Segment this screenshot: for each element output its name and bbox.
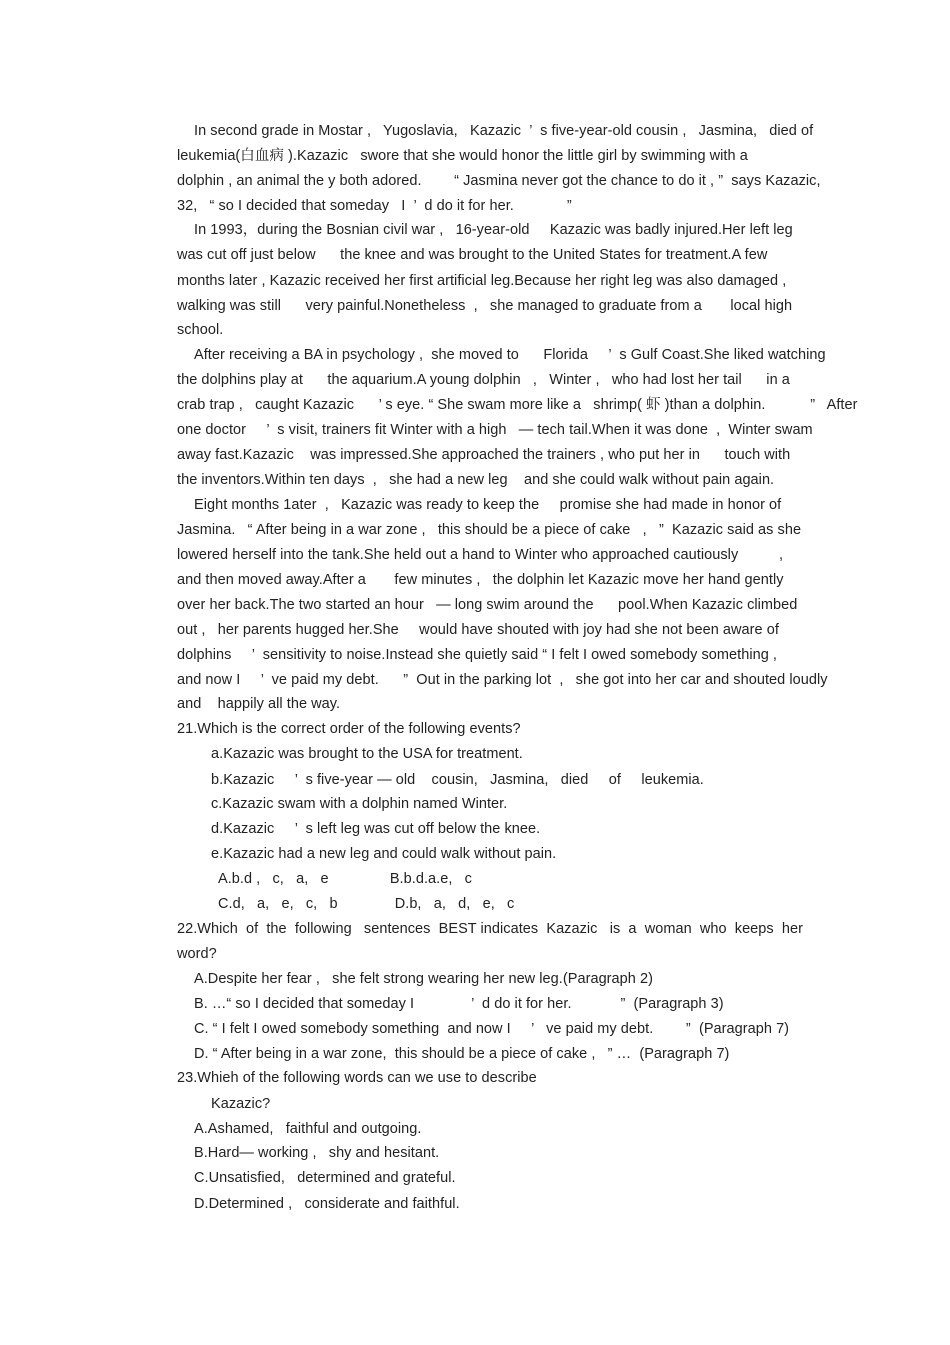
passage-line: dolphin , an animal the y both adored. “ Jasmina never got the chance to do it , ” says Kazazic, bbox=[177, 173, 821, 189]
passage-line: the inventors.Within ten days , she had a new leg and she could walk without pain again. bbox=[177, 472, 775, 488]
passage-line: walking was still very painful.Nonetheless , she managed to graduate from a local high bbox=[177, 298, 793, 314]
passage-line: over her back.The two started an hour — long swim around the pool.When Kazazic climbed bbox=[177, 597, 798, 613]
passage-line: lowered herself into the tank.She held out a hand to Winter who approached cautiously , bbox=[177, 547, 784, 563]
question-21-stem: 21.Which is the correct order of the following events? bbox=[177, 721, 521, 737]
answer-option: A.Despite her fear , she felt strong wearing her new leg.(Paragraph 2) bbox=[194, 971, 653, 987]
question-23-stem: 23.Whieh of the following words can we use to describe bbox=[177, 1070, 537, 1086]
event-item: d.Kazazic ’ s left leg was cut off below the knee. bbox=[211, 821, 541, 837]
event-item: a.Kazazic was brought to the USA for treatment. bbox=[211, 746, 523, 762]
passage-line: Jasmina. “ After being in a war zone , this should be a piece of cake , ” Kazazic said as she bbox=[177, 522, 802, 538]
passage-line: school. bbox=[177, 322, 224, 338]
answer-option: B.Hard— working , shy and hesitant. bbox=[194, 1145, 440, 1161]
passage-line: away fast.Kazazic was impressed.She approached the trainers , who put her in touch with bbox=[177, 447, 791, 463]
question-22-stem: word? bbox=[177, 946, 217, 962]
answer-option: C.Unsatisfied, determined and grateful. bbox=[194, 1170, 456, 1186]
question-22-stem: 22.Which of the following sentences BEST indicates Kazazic is a woman who keeps her bbox=[177, 921, 803, 937]
passage-line: After receiving a BA in psychology , she moved to Florida ’ s Gulf Coast.She liked watching bbox=[194, 347, 826, 363]
passage-line: In second grade in Mostar , Yugoslavia, Kazazic ’ s five-year-old cousin , Jasmina, died of bbox=[194, 123, 814, 139]
answer-option: D.Determined , considerate and faithful. bbox=[194, 1196, 460, 1212]
passage-line: crab trap , caught Kazazic ’ s eye. “ She swam more like a shrimp( 虾 )than a dolphin. ” After bbox=[177, 397, 858, 413]
passage-line: out , her parents hugged her.She would have shouted with joy had she not been aware of bbox=[177, 622, 779, 638]
answer-options-row: C.d, a, e, c, b D.b, a, d, e, c bbox=[218, 896, 515, 912]
passage-line: the dolphins play at the aquarium.A young dolphin , Winter , who had lost her tail in a bbox=[177, 372, 790, 388]
answer-option: B. …“ so I decided that someday I ’ d do it for her. ” (Paragraph 3) bbox=[194, 996, 724, 1012]
passage-line: was cut off just below the knee and was brought to the United States for treatment.A few bbox=[177, 247, 768, 263]
passage-line: and happily all the way. bbox=[177, 696, 341, 712]
event-item: b.Kazazic ’ s five-year — old cousin, Jasmina, died of leukemia. bbox=[211, 772, 704, 788]
question-23-stem: Kazazic? bbox=[211, 1096, 271, 1112]
passage-line: 32, “ so I decided that someday I ’ d do it for her. ” bbox=[177, 198, 572, 214]
passage-line: and now I ’ ve paid my debt. ” Out in the parking lot , she got into her car and shouted loudly bbox=[177, 672, 828, 688]
answer-option: C. “ I felt I owed somebody something and now I ’ ve paid my debt. ” (Paragraph 7) bbox=[194, 1021, 790, 1037]
answer-options-row: A.b.d , c, a, e B.b.d.a.e, c bbox=[218, 871, 472, 887]
passage-line: and then moved away.After a few minutes , the dolphin let Kazazic move her hand gently bbox=[177, 572, 784, 588]
passage-line: dolphins ’ sensitivity to noise.Instead she quietly said “ I felt I owed somebody something , bbox=[177, 647, 777, 663]
passage-line: months later , Kazazic received her first artificial leg.Because her right leg was also damaged , bbox=[177, 273, 787, 289]
event-item: c.Kazazic swam with a dolphin named Winter. bbox=[211, 796, 508, 812]
passage-line: Eight months 1ater , Kazazic was ready to keep the promise she had made in honor of bbox=[194, 497, 782, 513]
event-item: e.Kazazic had a new leg and could walk without pain. bbox=[211, 846, 557, 862]
passage-line: In 1993，during the Bosnian civil war , 16-year-old Kazazic was badly injured.Her left leg bbox=[194, 222, 793, 238]
passage-line: leukemia(白血病 ).Kazazic swore that she would honor the little girl by swimming with a bbox=[177, 148, 748, 164]
answer-option: A.Ashamed, faithful and outgoing. bbox=[194, 1121, 422, 1137]
passage-line: one doctor ’ s visit, trainers fit Winter with a high — tech tail.When it was done , Winter swam bbox=[177, 422, 813, 438]
answer-option: D. “ After being in a war zone, this should be a piece of cake , ” … (Paragraph 7) bbox=[194, 1046, 730, 1062]
